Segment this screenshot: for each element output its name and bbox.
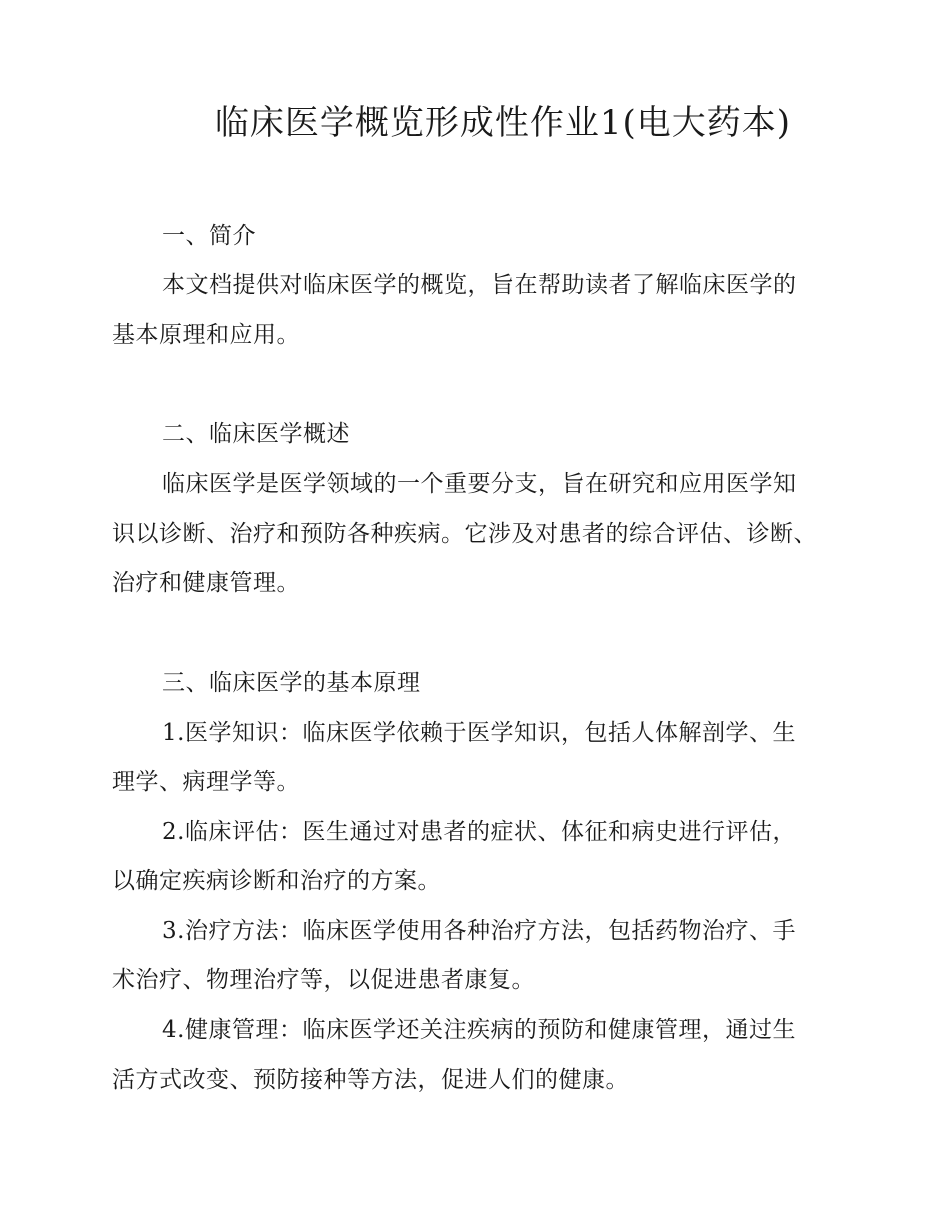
section-heading-principles: 三、临床医学的基本原理: [162, 670, 421, 696]
list-item-line: 术治疗、物理治疗等，以促进患者康复。: [112, 967, 535, 993]
list-item-line: 1.医学知识：临床医学依赖于医学知识，包括人体解剖学、生: [162, 720, 796, 746]
paragraph-line: 治疗和健康管理。: [112, 570, 300, 596]
section-heading-intro: 一、简介: [162, 223, 256, 249]
document-title: 临床医学概览形成性作业1(电大药本): [214, 103, 792, 143]
paragraph-line: 识以诊断、治疗和预防各种疾病。它涉及对患者的综合评估、诊断、: [112, 521, 817, 547]
list-item-line: 理学、病理学等。: [112, 769, 300, 795]
paragraph-line: 本文档提供对临床医学的概览，旨在帮助读者了解临床医学的: [162, 272, 797, 298]
section-heading-overview: 二、临床医学概述: [162, 421, 350, 447]
list-item-line: 以确定疾病诊断和治疗的方案。: [112, 868, 441, 894]
paragraph-line: 临床医学是医学领域的一个重要分支，旨在研究和应用医学知: [162, 471, 797, 497]
list-item-line: 4.健康管理：临床医学还关注疾病的预防和健康管理，通过生: [162, 1017, 796, 1043]
list-item-line: 活方式改变、预防接种等方法，促进人们的健康。: [112, 1067, 629, 1093]
paragraph-line: 基本原理和应用。: [112, 322, 300, 348]
list-item-line: 2.临床评估：医生通过对患者的症状、体征和病史进行评估，: [162, 819, 796, 845]
list-item-line: 3.治疗方法：临床医学使用各种治疗方法，包括药物治疗、手: [162, 918, 796, 944]
